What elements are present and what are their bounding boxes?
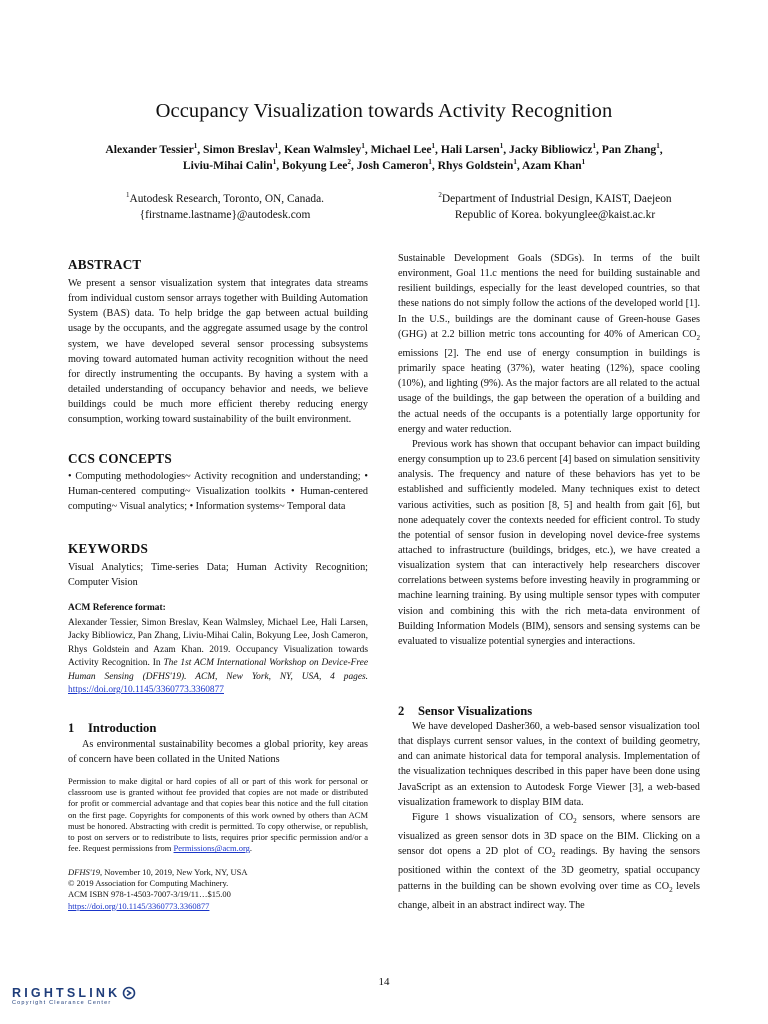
section-number: 1 [68,721,75,735]
author-name: Rhys Goldstein [437,159,514,172]
acm-reference-text: Alexander Tessier, Simon Breslav, Kean Walmsley, Michael Lee, Hali Larsen, Jacky Bibliowicz, Pan Zhang, Liviu-Mihai Calin, Bokyung Lee, Josh Cameron, Rhys Goldstein and Azam Khan. 2019. Occupancy Visualization towards Activity Recognition. In [68,618,368,669]
author-separator: , [516,159,523,172]
text-run: emissions [2]. The end use of energy consumption in buildings is primarily space heating (37%), water heating (12%), space cooling (10%), and lighting (9%). As the major factors are all related to the actual usage of the buildings, the gap between the operation of a building and the actual needs of the occupants is a potentially large opportunity for energy and water reduction. [398,347,700,435]
author-list-line-1 [40,143,728,156]
abstract-heading: ABSTRACT [68,257,142,272]
affiliation-email: {firstname.lastname}@autodesk.com [139,208,311,221]
author-affiliation-marker: 1 [361,142,365,151]
copyright-block [68,867,368,912]
subscript: 2 [696,333,700,342]
author-separator: , [197,143,204,156]
author-name: Josh Cameron [356,159,429,172]
subscript: 2 [669,885,673,894]
author-name: Hali Larsen [440,143,500,156]
subscript: 2 [551,851,556,860]
author-separator: , [595,143,602,156]
section-number: 2 [398,704,405,718]
rightslink-logo[interactable] [12,986,162,1010]
author-affiliation-marker: 1 [513,158,517,167]
author-name: Bokyung Lee [282,159,348,172]
ccs-text: • Computing methodologies~ Activity recognition and understanding; • Human-centered computing~ Visualization toolkits • Human-centered computing~ Visual analytics; • Information systems~ Temporal data [68,471,368,513]
copyright-doi-link[interactable]: https://doi.org/10.1145/3360773.3360877 [68,900,210,911]
text-run: Sustainable Development Goals (SDGs). In terms of the built environment, Goal 11.c mentions the need for building sustainable and resilient buildings, especially for the least developed countries, so that these nations do not simply follow the actions of the developed world [1]. In the U.S., buildings are the dominant cause of Green-house Gases (GHG) at 2.2 billion metric tons accounting for 40% of American CO [398,253,700,340]
copyright-line: © 2019 Association for Computing Machinery. [68,878,229,889]
author-affiliation-marker: 1 [431,142,436,151]
paragraph-dasher360: We have developed Dasher360, a web-based sensor visualization tool that displays current sensor values, in the context of building geometry, and can animate historical data for temporal analysis. Implementation of the visualization techniques described in this paper have been done using JavaScript as an extension to Autodesk Forge Viewer [3], a web-based visualization framework to display BIM data. [398,721,700,808]
section-1-heading [68,721,156,736]
author-name: Liviu-Mihai Calin [182,159,273,172]
author-affiliation-marker: 1 [193,142,198,151]
author-separator: , [276,159,283,172]
text-run: readings. By having the sensors positioned within the context of the 3D geometry, spatial occupancy patterns in the building can be shown evolving over time as CO [398,846,700,892]
section-title: Introduction [88,721,157,735]
section-title: Sensor Visualizations [418,704,533,718]
right-column-body [398,251,700,649]
author-separator: , [431,159,438,172]
author-name: Azam Khan [522,159,582,172]
author-separator: , [364,143,371,156]
logo-wordmark: RIGHTSLINK [12,986,121,1000]
author-name: Pan Zhang [601,143,657,156]
affiliation-institution: Department of Industrial Design, KAIST, Daejeon [441,193,672,205]
author-name: Kean Walmsley [283,143,362,156]
author-separator: , [350,159,357,172]
paper-title: Occupancy Visualization towards Activity Recognition [155,100,613,122]
author-affiliation-marker: 1 [499,142,504,151]
keywords-body [68,560,368,590]
paragraph-sdg [398,251,700,437]
author-affiliation-marker: 1 [592,142,596,151]
introduction-text: As environmental sustainability becomes a global priority, key areas of concern have been collated in the United Nations [68,739,368,766]
isbn-line: ACM ISBN 978-1-4503-7007-3/19/11…$15.00 [68,889,231,900]
author-affiliation-marker: 1 [428,158,432,167]
page-number: 14 [378,976,390,988]
author-affiliation-marker: 1 [656,142,660,151]
author-affiliation-marker: 1 [274,142,279,151]
conference-date-location: , November 10, 2019, New York, NY, USA [100,867,248,877]
keywords-text: Visual Analytics; Time-series Data; Human Activity Recognition; Computer Vision [68,562,368,589]
affiliation-institution: Autodesk Research, Toronto, ON, Canada. [129,193,324,205]
acm-reference-doi-link[interactable]: https://doi.org/10.1145/3360773.3360877 [68,685,224,696]
permissions-email-link[interactable]: Permissions@acm.org [173,843,250,854]
arrow-right-icon [122,986,136,1000]
acm-reference-venue: The 1st ACM International Workshop on Device-Free Human Sensing (DFHS'19). ACM, New York, NY, USA, 4 pages. [68,658,368,682]
author-affiliation-marker: 1 [581,158,586,167]
section-2-heading [398,704,532,719]
author-name: Jacky Bibliowicz [509,143,593,156]
text-run: sensors, where sensors are visualized as green sensor dots in 3D space on the BIM. Clicking on a sensor dot opens a 2D plot of CO [398,811,700,858]
acm-reference-body [68,617,368,697]
author-separator: , [659,143,663,156]
permission-text: Permission to make digital or hard copies of all or part of this work for personal or classroom use is granted without fee provided that copies are not made or distributed for profit or commercial advantage and that copies bear this notice and the full citation on the first page. Copyrights for components of this work owned by others than ACM must be honored. Abstracting with credit is permitted. To copy otherwise, or republish, to post on servers or to redistribute to lists, requires prior specific permission and/or a fee. Request permissions from [68,776,368,854]
affiliation-autodesk [60,192,390,223]
subscript: 2 [573,816,577,825]
affiliation-email: Republic of Korea. bokyunglee@kaist.ac.kr [454,208,656,221]
keywords-heading: KEYWORDS [68,541,149,556]
section-2-body [398,719,700,913]
acm-reference-heading: ACM Reference format: [68,603,166,613]
permission-notice [68,776,368,854]
author-affiliation-marker: 2 [347,158,351,167]
author-name: Simon Breslav [203,143,275,156]
logo-subtext: Copyright Clearance Center [12,1000,112,1006]
affiliation-kaist [385,192,725,223]
author-separator: , [503,143,510,156]
ccs-heading: CCS CONCEPTS [68,451,172,466]
author-separator: , [278,143,284,156]
author-separator: , [435,143,441,156]
permission-end: . [249,843,253,854]
paragraph-previous-work: Previous work has shown that occupant behavior can impact building energy consumption up to 23.6 percent [4] based on simulation sensitivity analysis. The frequency and nature of these behaviors has yet to be established and sufficiently modeled. Many techniques exist to detect various activities, such as position [8, 5] and health from gait [6], but none adequately cover the contexts needed for efficient control. To study the potential of sensor fusion in developing novel device-free systems attached to infrastructure (buildings, bridges, etc.), we have created a visualization system that can interactively help researchers discover correlations between systems before investing heavily in programming or machine learning training. By using multiple sensor types with computer vision and combining this with the rich meta-data environment of Building Information Models (BIM), sensors and sensing systems can be evaluated to visualize potential synergies and interactions. [398,438,700,647]
introduction-body [68,737,368,767]
text-run: Figure 1 shows visualization of CO [412,811,574,823]
author-affiliation-marker: 1 [272,158,277,167]
author-name: Alexander Tessier [105,143,194,156]
text-run: levels change, albeit in an abstract indirect way. The [398,880,701,911]
affiliation-marker: 2 [438,191,442,200]
affiliation-marker: 1 [126,191,130,200]
ccs-body [68,469,368,514]
author-name: Michael Lee [370,143,432,156]
paragraph-figure-1 [398,810,700,913]
abstract-text: We present a sensor visualization system that integrates data streams from individual custom sensor arrays together with Building Automation System (BAS) data. To help bridge the gap between actual building usage by the occupants, and the aggregate assumed usage by the control system, we have developed several sensor processing subsystems moving toward automated human activity recognition without the need for directly instrumenting the occupants. By having a system with a detailed understanding of occupancy behavior and needs, we believe buildings could be much more efficient thereby reducing energy consumption, working toward sustainability of the built environment. [68,278,368,426]
abstract-body [68,276,368,428]
conference-name: DFHS'19 [68,867,101,877]
author-list-line-2 [40,159,728,172]
